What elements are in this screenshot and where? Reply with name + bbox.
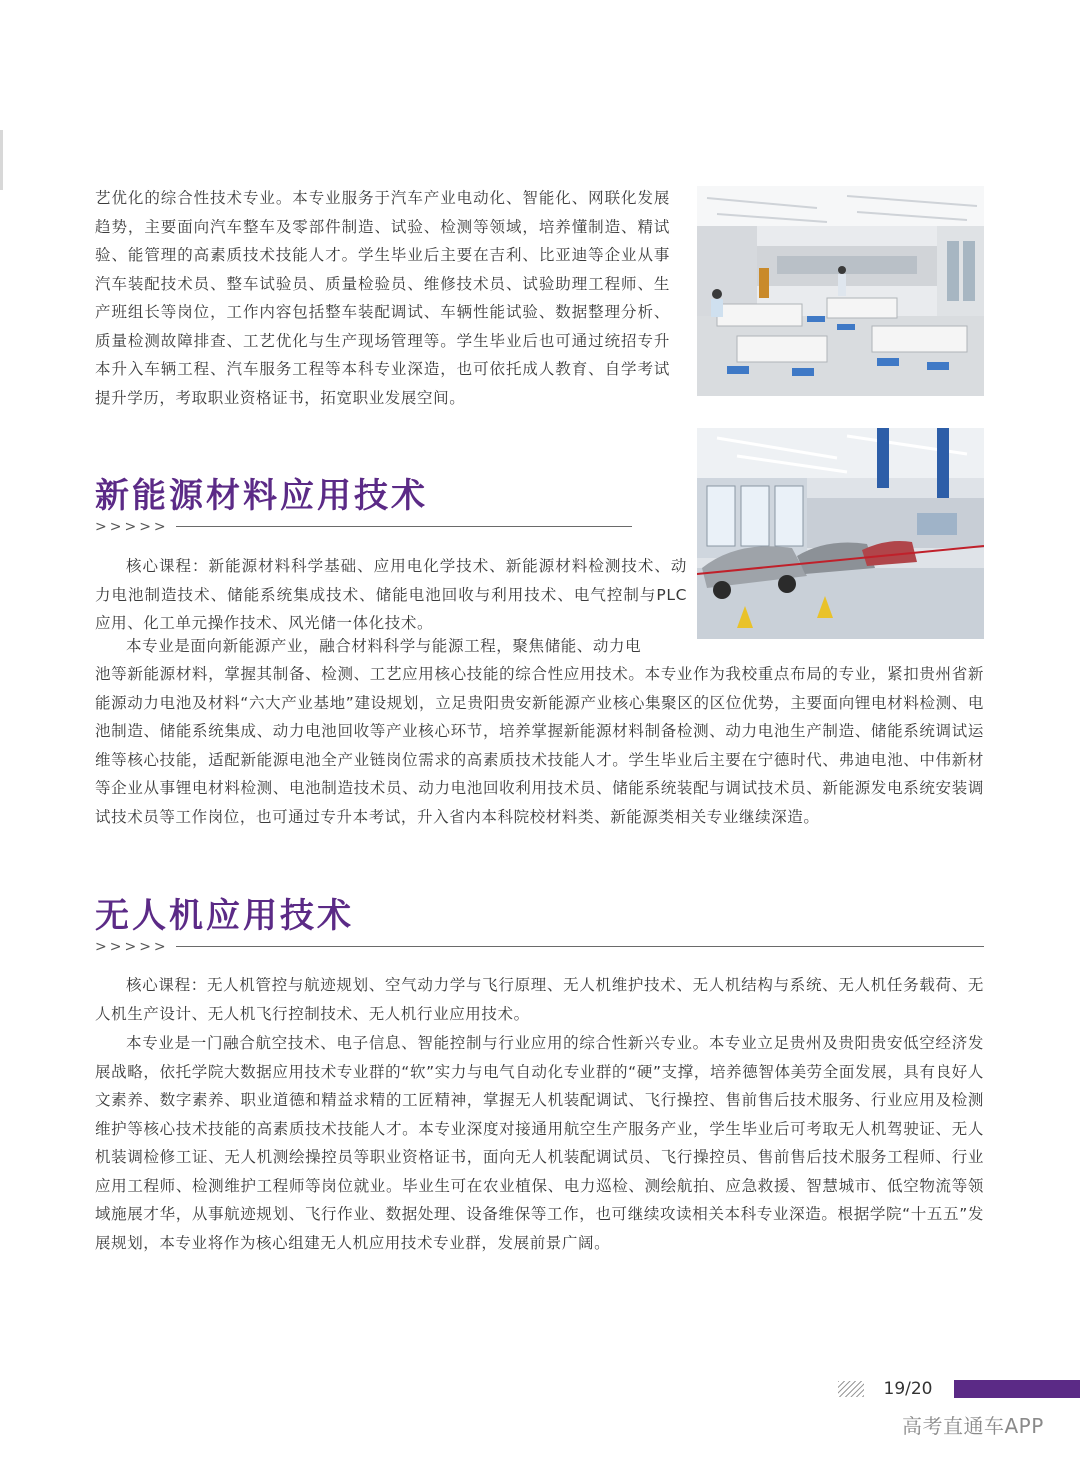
title-arrows: >>>>> (95, 519, 169, 535)
app-watermark: 高考直通车APP (902, 1414, 1044, 1438)
core-courses-paragraph: 核心课程：无人机管控与航迹规划、空气动力学与飞行原理、无人机维护技术、无人机结构与系统、无人机任务载荷、无人机生产设计、无人机飞行控制技术、无人机行业应用技术。 (95, 976, 984, 1023)
page-edge-mark (0, 130, 3, 190)
program-description-lead: 本专业是面向新能源产业，融合材料科学与能源工程，聚焦储能、动力电 (126, 637, 642, 655)
section-title-new-energy-materials: 新能源材料应用技术 (95, 476, 428, 516)
vehicle-workshop-photo (697, 428, 984, 639)
program-description-paragraph: 本专业是一门融合航空技术、电子信息、智能控制与行业应用的综合性新兴专业。本专业立足贵州及贵阳贵安低空经济发展战略，依托学院大数据应用技术专业群的“软”实力与电气自动化专业群的“硬”支撑，培养德智体美劳全面发展，具有良好人文素养、数字素养、职业道德和精益求精的工匠精神，掌握无人机装配调试、飞行操控、售前售后技术服务、行业应用及检测维护等核心技术技能的高素质技术技能人才。本专业深度对接通用航空生产服务产业，学生毕业后可考取无人机驾驶证、无人机装调检修工证、无人机测绘操控员等职业资格证书，面向无人机装配调试员、飞行操控员、售前售后技术服务工程师、行业应用工程师、检测维护工程师等岗位就业。毕业生可在农业植保、电力巡检、测绘航拍、应急救援、智慧城市、低空物流等领域施展才华，从事航迹规划、飞行作业、数据处理、设备维保等工作，也可继续攻读相关本科专业深造。根据学院“十五五”发展规划，本专业将作为核心组建无人机应用技术专业群，发展前景广阔。 (95, 1034, 984, 1252)
training-room-photo (697, 186, 984, 396)
section-divider (176, 946, 984, 947)
section-divider (176, 526, 632, 527)
accent-bar (954, 1380, 1080, 1398)
intro-paragraph: 艺优化的综合性技术专业。本专业服务于汽车产业电动化、智能化、网联化发展趋势，主要面向汽车整车及零部件制造、试验、检测等领域，培养懂制造、精试验、能管理的高素质技术技能人才。学生毕业后主要在吉利、比亚迪等企业从事汽车装配技术员、整车试验员、质量检验员、维修技术员、试验助理工程师、生产班组长等岗位，工作内容包括整车装配调试、车辆性能试验、数据整理分析、质量检测故障排查、工艺优化与生产现场管理等。学生毕业后也可通过统招专升本升入车辆工程、汽车服务工程等本科专业深造，也可依托成人教育、自学考试提升学历，考取职业资格证书，拓宽职业发展空间。 (95, 189, 670, 407)
core-courses-paragraph: 核心课程：新能源材料科学基础、应用电化学技术、新能源材料检测技术、动力电池制造技术、储能系统集成技术、储能电池回收与利用技术、电气控制与PLC应用、化工单元操作技术、风光储一体化技术。 (95, 557, 687, 632)
title-arrows: >>>>> (95, 939, 169, 955)
hatch-decoration (838, 1381, 864, 1397)
page-number: 19/20 (883, 1379, 933, 1399)
section-title-drone-technology: 无人机应用技术 (95, 896, 354, 936)
program-description-paragraph: 池等新能源材料，掌握其制备、检测、工艺应用核心技能的综合性应用技术。本专业作为我校重点布局的专业，紧扣贵州省新能源动力电池及材料“六大产业基地”建设规划，立足贵阳贵安新能源产业核心集聚区的区位优势，主要面向锂电材料检测、电池制造、储能系统集成、动力电池回收等产业核心环节，培养掌握新能源材料制备检测、动力电池生产制造、储能系统调试运维等核心技能，适配新能源电池全产业链岗位需求的高素质技术技能人才。学生毕业后主要在宁德时代、弗迪电池、中伟新材等企业从事锂电材料检测、电池制造技术员、动力电池回收利用技术员、储能系统装配与调试技术员、新能源发电系统安装调试技术员等工作岗位，也可通过专升本考试，升入省内本科院校材料类、新能源类相关专业继续深造。 (95, 665, 984, 826)
